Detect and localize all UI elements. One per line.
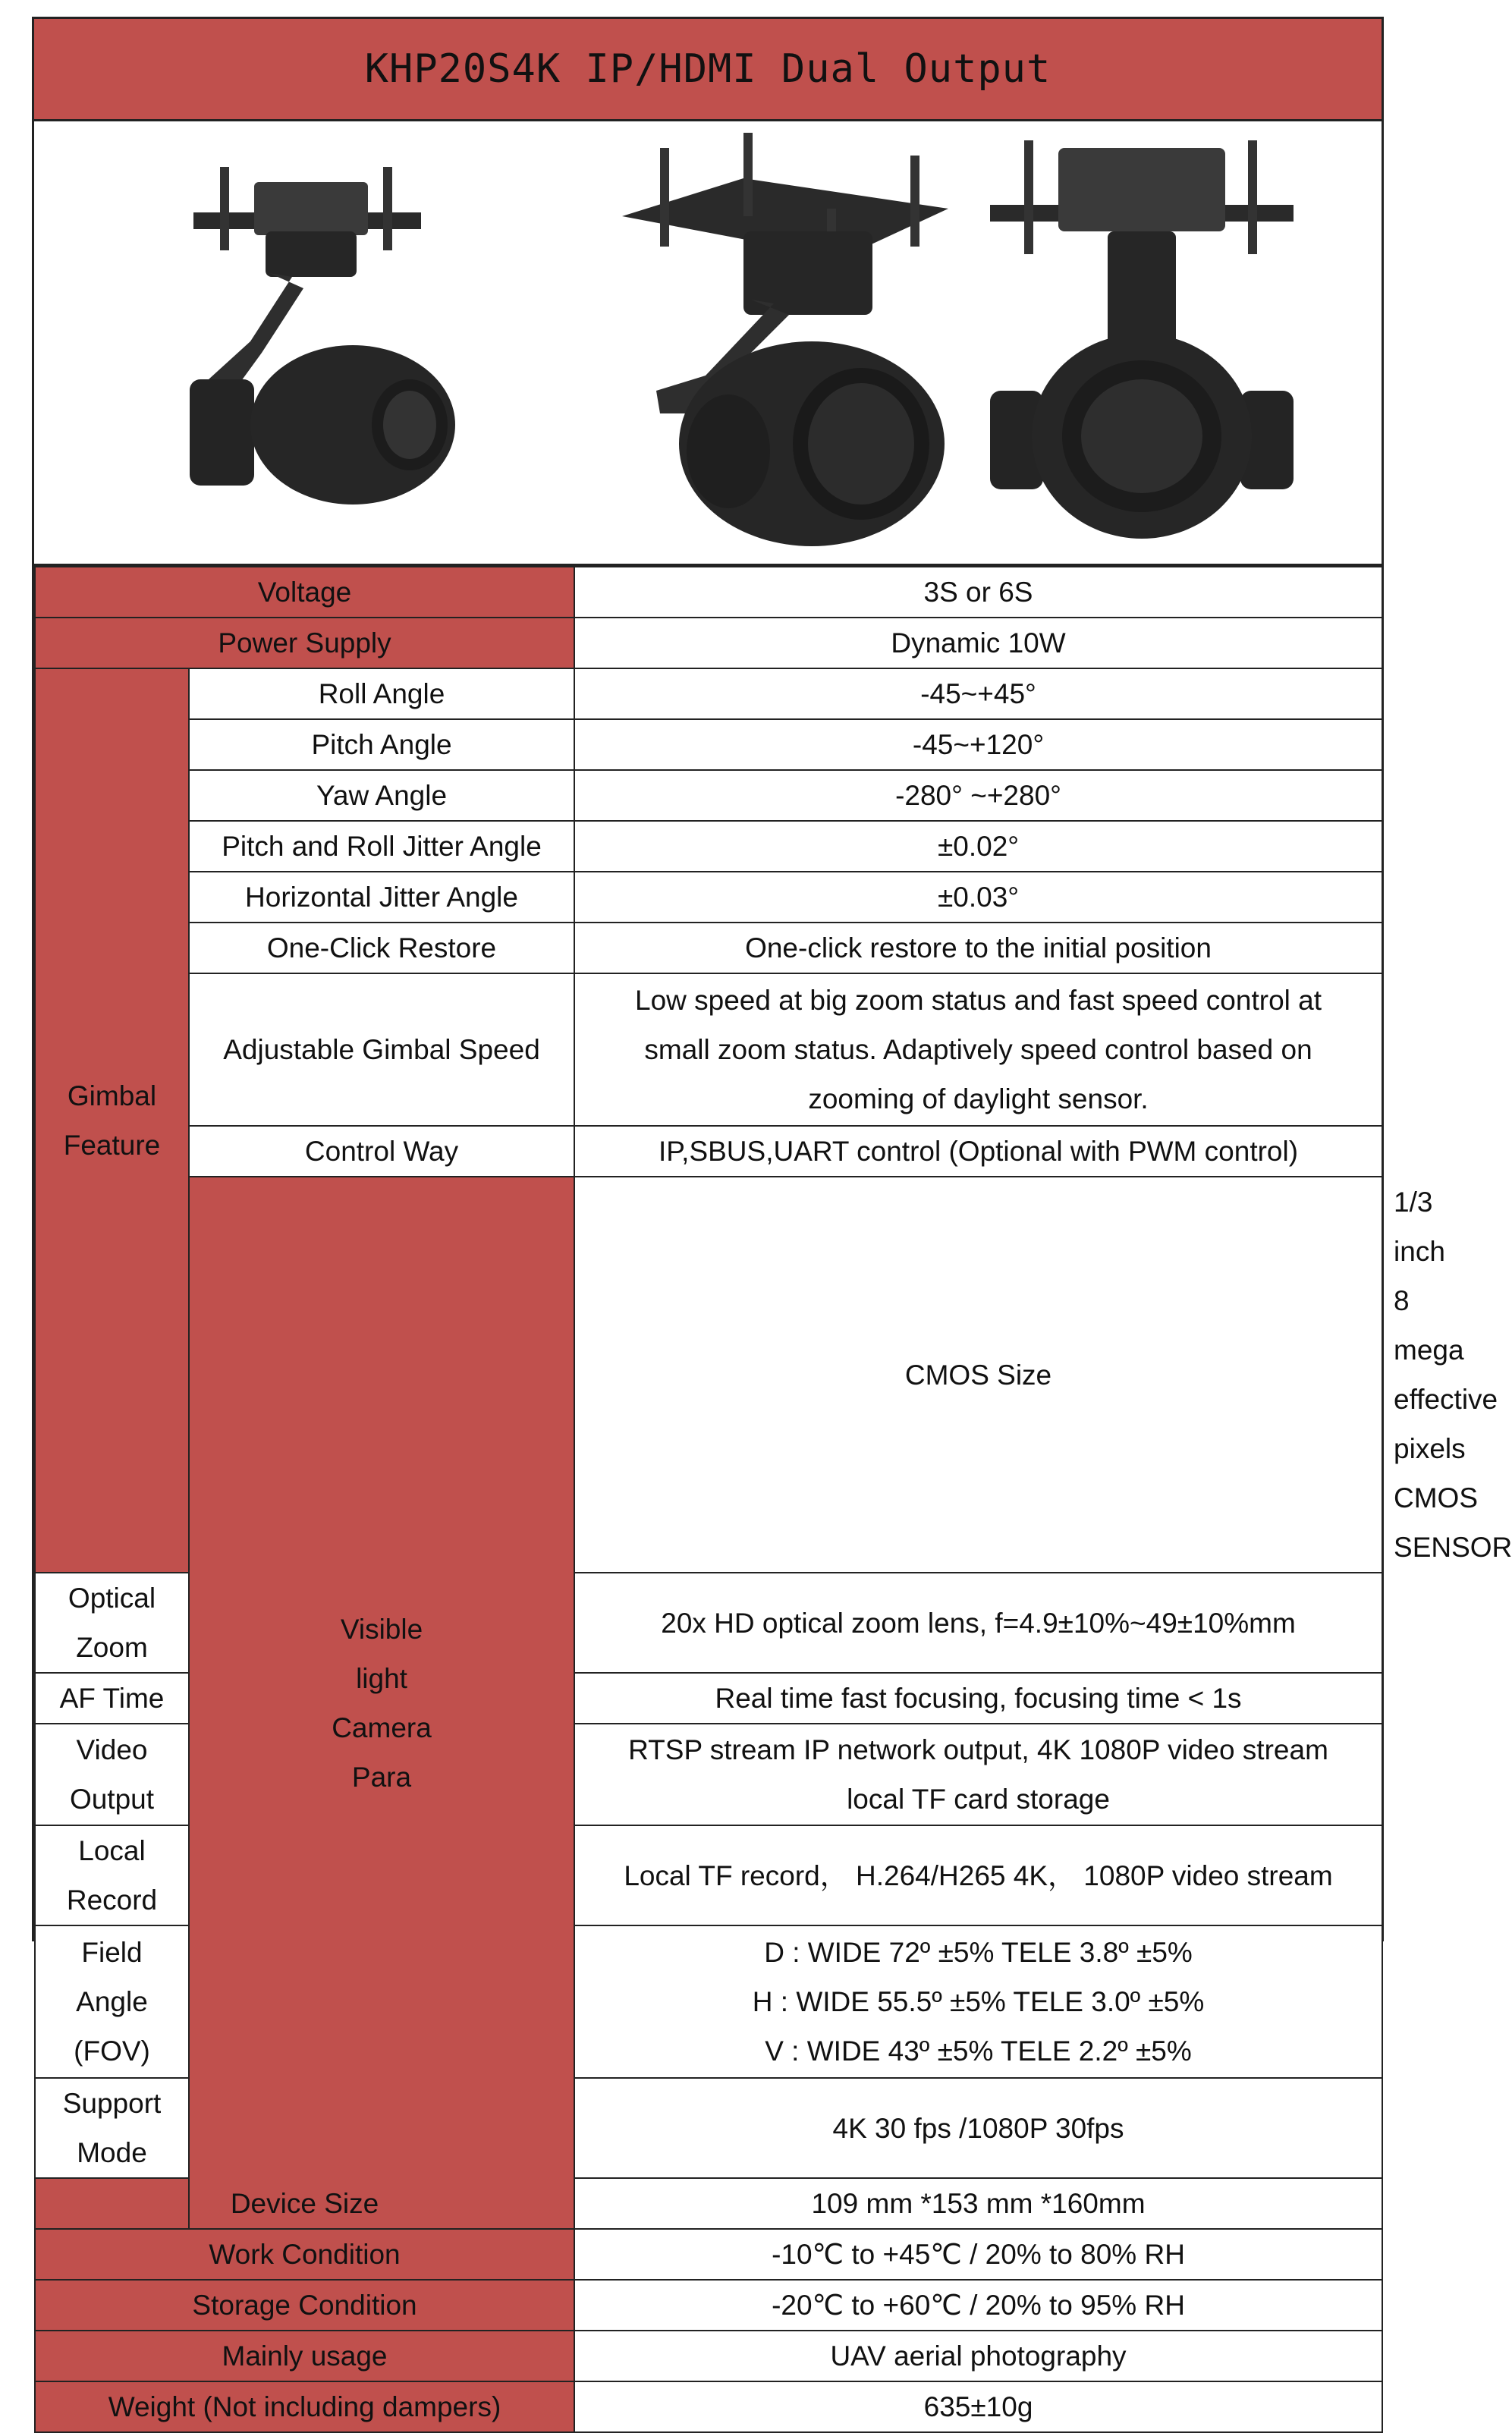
device-size-label: Device Size xyxy=(35,2178,574,2229)
support-mode-label: Support Mode xyxy=(35,2078,189,2178)
table-row xyxy=(35,1126,1382,1177)
storage-condition-value: -20℃ to +60℃ / 20% to 95% RH xyxy=(574,2280,1382,2331)
device-size-value: 109 mm *153 mm *160mm xyxy=(574,2178,1382,2229)
table-row xyxy=(35,2381,1382,2432)
table-row xyxy=(35,719,1382,770)
power-supply-label: Power Supply xyxy=(35,618,574,668)
table-row xyxy=(35,973,1382,1126)
field-angle-value xyxy=(574,1925,1382,2078)
roll-angle-value: -45~+45° xyxy=(574,668,1382,719)
adjustable-speed-line: Low speed at big zoom status and fast speed control at xyxy=(635,985,1322,1016)
weight-label: Weight (Not including dampers) xyxy=(35,2381,574,2432)
camera-group-line: light xyxy=(356,1662,407,1694)
specification-table xyxy=(34,566,1512,2433)
camera-group-line: Para xyxy=(351,1761,412,1793)
pitch-roll-jitter-label: Pitch and Roll Jitter Angle xyxy=(189,821,574,872)
pitch-angle-value: -45~+120° xyxy=(574,719,1382,770)
field-angle-line: H : WIDE 55.5º ±5% TELE 3.0º ±5% xyxy=(752,1986,1205,2017)
table-row xyxy=(35,2229,1382,2280)
roll-angle-label: Roll Angle xyxy=(189,668,574,719)
table-row xyxy=(35,2331,1382,2381)
adjustable-speed-value xyxy=(574,973,1382,1126)
table-row: Visible light Camera Para CMOS Size 1/3 inch 8 mega effective pixels CMOS SENSOR xyxy=(35,1177,1382,1573)
table-row xyxy=(35,567,1382,618)
product-photos xyxy=(34,121,1382,566)
table-row xyxy=(35,821,1382,872)
spec-sheet xyxy=(32,17,1512,2422)
storage-condition-label: Storage Condition xyxy=(35,2280,574,2331)
yaw-angle-value: -280° ~+280° xyxy=(574,770,1382,821)
work-condition-label: Work Condition xyxy=(35,2229,574,2280)
support-mode-value: 4K 30 fps /1080P 30fps xyxy=(574,2078,1382,2178)
field-angle-label: Field Angle (FOV) xyxy=(35,1925,189,2078)
table-row xyxy=(35,2178,1382,2229)
camera-group-line: Camera xyxy=(332,1712,432,1743)
adjustable-speed-label: Adjustable Gimbal Speed xyxy=(189,973,574,1126)
optical-zoom-value: 20x HD optical zoom lens, f=4.9±10%~49±10%mm xyxy=(574,1573,1382,1673)
pitch-roll-jitter-value: ±0.02° xyxy=(574,821,1382,872)
af-time-label: AF Time xyxy=(35,1673,189,1724)
mainly-usage-label: Mainly usage xyxy=(35,2331,574,2381)
cmos-size-label: CMOS Size xyxy=(574,1177,1382,1573)
table-row xyxy=(35,2280,1382,2331)
yaw-angle-label: Yaw Angle xyxy=(189,770,574,821)
voltage-label: Voltage xyxy=(35,567,574,618)
local-record-value: Local TF record， H.264/H265 4K， 1080P video stream xyxy=(574,1825,1382,1925)
adjustable-speed-line: zooming of daylight sensor. xyxy=(808,1083,1149,1114)
video-output-label: Video Output xyxy=(35,1724,189,1825)
adjustable-speed-line: small zoom status. Adaptively speed control based on xyxy=(644,1034,1312,1065)
one-click-restore-label: One-Click Restore xyxy=(189,923,574,973)
video-output-value xyxy=(574,1724,1382,1825)
gimbal-perspective-view-image xyxy=(592,125,971,558)
table-row xyxy=(35,668,1382,719)
control-way-value: IP,SBUS,UART control (Optional with PWM control) xyxy=(574,1126,1382,1177)
camera-group-line: Visible xyxy=(340,1613,423,1645)
table-row xyxy=(35,618,1382,668)
optical-zoom-label: Optical Zoom xyxy=(35,1573,189,1673)
gimbal-feature-group-label xyxy=(35,668,189,1573)
pitch-angle-label: Pitch Angle xyxy=(189,719,574,770)
gimbal-front-view-image xyxy=(982,133,1316,550)
control-way-label: Control Way xyxy=(189,1126,574,1177)
horizontal-jitter-label: Horizontal Jitter Angle xyxy=(189,872,574,923)
camera-group-label xyxy=(189,1177,574,2229)
local-record-label: Local Record xyxy=(35,1825,189,1925)
af-time-value: Real time fast focusing, focusing time < 1s xyxy=(574,1673,1382,1724)
video-output-line: local TF card storage xyxy=(847,1784,1110,1815)
table-row xyxy=(35,770,1382,821)
table-row xyxy=(35,923,1382,973)
power-supply-value: Dynamic 10W xyxy=(574,618,1382,668)
field-angle-line: V : WIDE 43º ±5% TELE 2.2º ±5% xyxy=(765,2035,1192,2067)
work-condition-value: -10℃ to +45℃ / 20% to 80% RH xyxy=(574,2229,1382,2280)
gimbal-feature-text: Gimbal Feature xyxy=(63,1080,161,1161)
mainly-usage-value: UAV aerial photography xyxy=(574,2331,1382,2381)
page-title: KHP20S4K IP/HDMI Dual Output xyxy=(34,19,1382,121)
video-output-line: RTSP stream IP network output, 4K 1080P video stream xyxy=(628,1734,1328,1765)
horizontal-jitter-value: ±0.03° xyxy=(574,872,1382,923)
table-row xyxy=(35,872,1382,923)
weight-value: 635±10g xyxy=(574,2381,1382,2432)
field-angle-line: D : WIDE 72º ±5% TELE 3.8º ±5% xyxy=(764,1937,1193,1968)
gimbal-side-view-image xyxy=(178,137,535,546)
voltage-value: 3S or 6S xyxy=(574,567,1382,618)
one-click-restore-value: One-click restore to the initial position xyxy=(574,923,1382,973)
